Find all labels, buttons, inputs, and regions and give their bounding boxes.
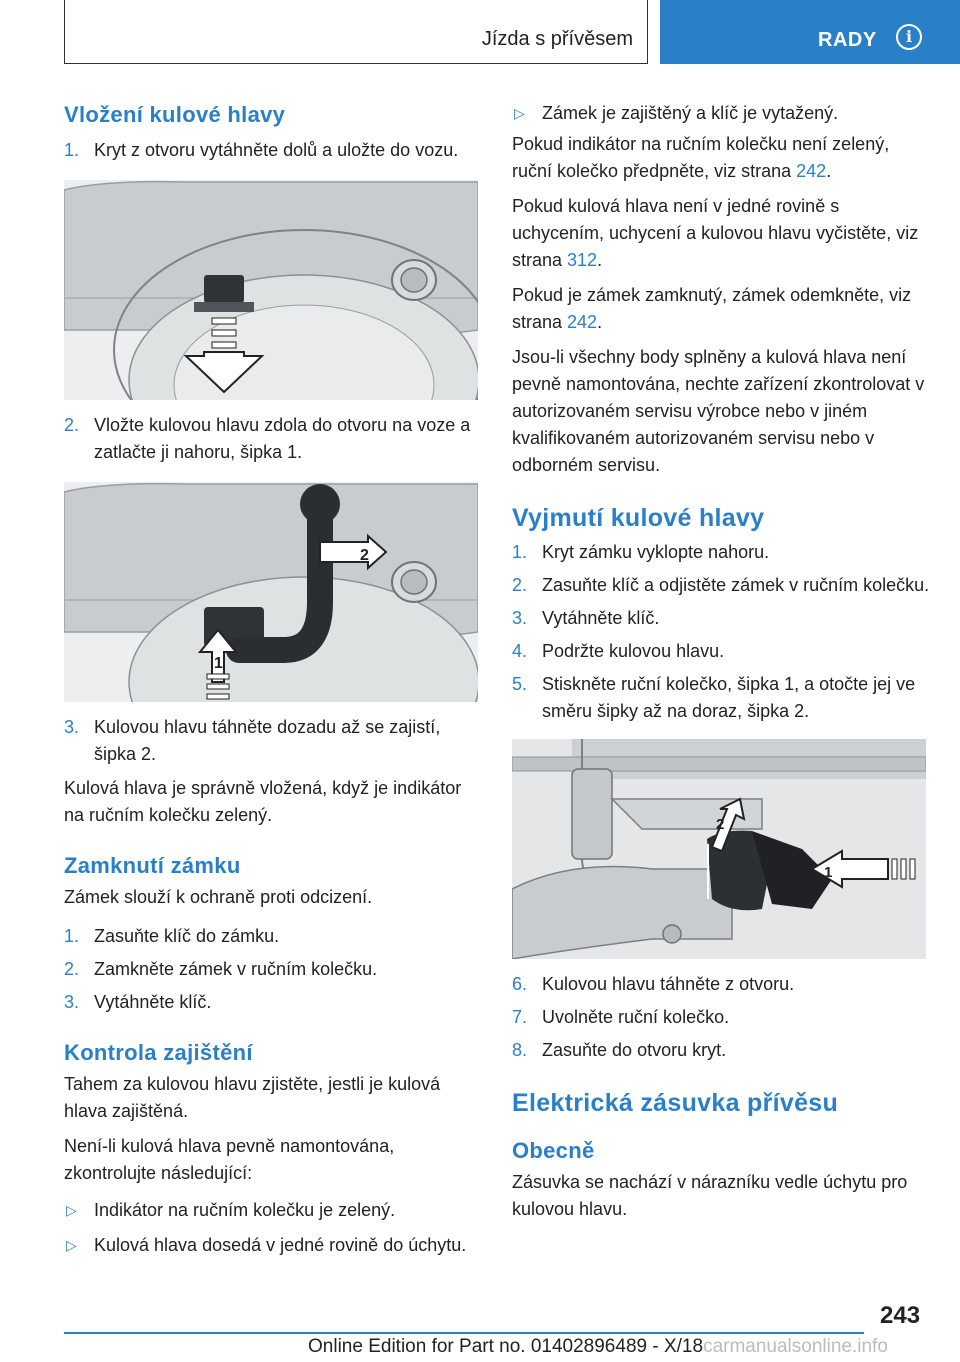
list-item bbox=[512, 671, 932, 725]
step-number: 3. bbox=[64, 992, 80, 1012]
paragraph-check-1: Tahem za kulovou hlavu zjistěte, jestli je kulová hlava zajištěná. bbox=[64, 1074, 441, 1121]
step-text: Zasuňte klíč a odjistěte zámek v ručním kolečku. bbox=[542, 575, 930, 595]
heading-check: Kontrola zajištění bbox=[64, 1040, 253, 1065]
paragraph-green: Pokud indikátor na ručním kolečku není zelený, ruční kolečko předpněte, viz strana 242. bbox=[512, 134, 890, 181]
bullet-item bbox=[512, 100, 932, 127]
step-number: 2. bbox=[64, 415, 80, 435]
step-number: 3. bbox=[512, 608, 528, 628]
bullet-item bbox=[64, 1232, 478, 1259]
triangle-bullet-icon: ▷ bbox=[514, 105, 525, 121]
page-ref-link[interactable]: 312 bbox=[567, 250, 598, 270]
footer-text bbox=[308, 1336, 888, 1358]
step-number: 1. bbox=[64, 926, 80, 946]
bullet-text: Kulová hlava dosedá v jedné rovině do úchytu. bbox=[94, 1235, 467, 1255]
watermark: carmanualsonline.info bbox=[703, 1336, 888, 1357]
list-item bbox=[512, 1037, 932, 1064]
list-item bbox=[512, 971, 932, 998]
step-text: Zamkněte zámek v ručním kolečku. bbox=[94, 959, 378, 979]
list-item bbox=[64, 989, 478, 1016]
step-number: 2. bbox=[64, 959, 80, 979]
paragraph-socket: Zásuvka se nachází v nárazníku vedle úchytu pro kulovou hlavu. bbox=[512, 1172, 908, 1219]
arrow-label-1: 1 bbox=[214, 655, 223, 672]
arrow-label-2: 2 bbox=[716, 816, 725, 833]
arrow-label-2: 2 bbox=[360, 547, 369, 564]
step-number: 1. bbox=[512, 542, 528, 562]
list-item bbox=[512, 638, 932, 665]
list-item bbox=[512, 605, 932, 632]
left-column bbox=[64, 100, 478, 1259]
triangle-bullet-icon: ▷ bbox=[66, 1237, 77, 1253]
step-number: 3. bbox=[64, 717, 80, 737]
bullet-text: Indikátor na ručním kolečku je zelený. bbox=[94, 1200, 396, 1220]
heading-socket: Elektrická zásuvka přívěsu bbox=[512, 1089, 839, 1117]
paragraph-check-2: Není-li kulová hlava pevně namontována, zkontrolujte následující: bbox=[64, 1136, 395, 1183]
step-text: Kryt z otvoru vytáhněte dolů a uložte do vozu. bbox=[94, 140, 459, 160]
list-item bbox=[64, 923, 478, 950]
step-number: 4. bbox=[512, 641, 528, 661]
figure-1-illustration bbox=[64, 180, 478, 400]
paragraph-flush: Pokud kulová hlava není v jedné rovině s uchycením, uchycení a kulovou hlavu vyčistěte, viz strana 312. bbox=[512, 196, 919, 270]
section-title: Jízda s přívěsem bbox=[481, 28, 633, 50]
step-text: Vložte kulovou hlavu zdola do otvoru na voze a zatlačte ji nahoru, šipka 1. bbox=[94, 415, 471, 462]
step-number: 7. bbox=[512, 1007, 528, 1027]
paragraph-locked: Pokud je zámek zamknutý, zámek odemkněte, viz strana 242. bbox=[512, 285, 912, 332]
footer-divider bbox=[64, 1332, 864, 1334]
bullet-text: Zámek je zajištěný a klíč je vytažený. bbox=[542, 103, 839, 123]
heading-lock: Zamknutí zámku bbox=[64, 853, 241, 878]
right-column bbox=[512, 100, 932, 1223]
list-item bbox=[512, 572, 932, 599]
step-text: Podržte kulovou hlavu. bbox=[542, 641, 725, 661]
step-text: Stiskněte ruční kolečko, šipka 1, a otočte jej ve směru šipky až na doraz, šipka 2. bbox=[542, 674, 916, 721]
step-text: Vytáhněte klíč. bbox=[94, 992, 212, 1012]
paragraph-lock: Zámek slouží k ochraně proti odcizení. bbox=[64, 887, 373, 907]
figure-handwheel bbox=[512, 739, 926, 959]
list-item bbox=[64, 714, 478, 768]
info-icon: i bbox=[896, 24, 922, 50]
list-item bbox=[64, 412, 478, 466]
step-number: 2. bbox=[512, 575, 528, 595]
paragraph-correct: Kulová hlava je správně vložená, když je indikátor na ručním kolečku zelený. bbox=[64, 778, 462, 825]
heading-general: Obecně bbox=[512, 1138, 595, 1163]
step-number: 6. bbox=[512, 974, 528, 994]
step-text: Uvolněte ruční kolečko. bbox=[542, 1007, 730, 1027]
bullet-item bbox=[64, 1197, 478, 1224]
step-text: Kulovou hlavu táhněte dozadu až se zajistí, šipka 2. bbox=[94, 717, 441, 764]
list-item bbox=[512, 539, 932, 566]
edition-text: Online Edition for Part no. 01402896489 - X/18 bbox=[308, 1336, 704, 1357]
triangle-bullet-icon: ▷ bbox=[66, 1202, 77, 1218]
chapter-label: RADY bbox=[818, 29, 877, 51]
heading-insert: Vložení kulové hlavy bbox=[64, 102, 286, 127]
heading-remove: Vyjmutí kulové hlavy bbox=[512, 504, 765, 532]
step-text: Kryt zámku vyklopte nahoru. bbox=[542, 542, 770, 562]
list-item bbox=[64, 137, 478, 164]
step-number: 5. bbox=[512, 674, 528, 694]
figure-cover-removal bbox=[64, 180, 478, 400]
page-ref-link[interactable]: 242 bbox=[796, 161, 827, 181]
figure-ball-insertion bbox=[64, 482, 478, 702]
chapter-tab[interactable] bbox=[660, 0, 960, 64]
page-number: 243 bbox=[880, 1302, 921, 1329]
step-text: Zasuňte klíč do zámku. bbox=[94, 926, 280, 946]
list-item bbox=[512, 1004, 932, 1031]
paragraph-service: Jsou-li všechny body splněny a kulová hlava není pevně namontována, nechte zařízení zkontrolovat v autorizovaném servisu výrobce nebo v jiném kvalifikovaném autorizovaném servisu nebo v odborném servisu. bbox=[512, 347, 925, 475]
step-number: 8. bbox=[512, 1040, 528, 1060]
header-frame bbox=[64, 0, 648, 64]
step-text: Zasuňte do otvoru kryt. bbox=[542, 1040, 727, 1060]
figure-3-illustration bbox=[512, 739, 926, 959]
step-text: Vytáhněte klíč. bbox=[542, 608, 660, 628]
figure-2-illustration bbox=[64, 482, 478, 702]
list-item bbox=[64, 956, 478, 983]
page-ref-link[interactable]: 242 bbox=[567, 312, 598, 332]
step-number: 1. bbox=[64, 140, 80, 160]
step-text: Kulovou hlavu táhněte z otvoru. bbox=[542, 974, 795, 994]
arrow-label-1: 1 bbox=[824, 864, 833, 881]
